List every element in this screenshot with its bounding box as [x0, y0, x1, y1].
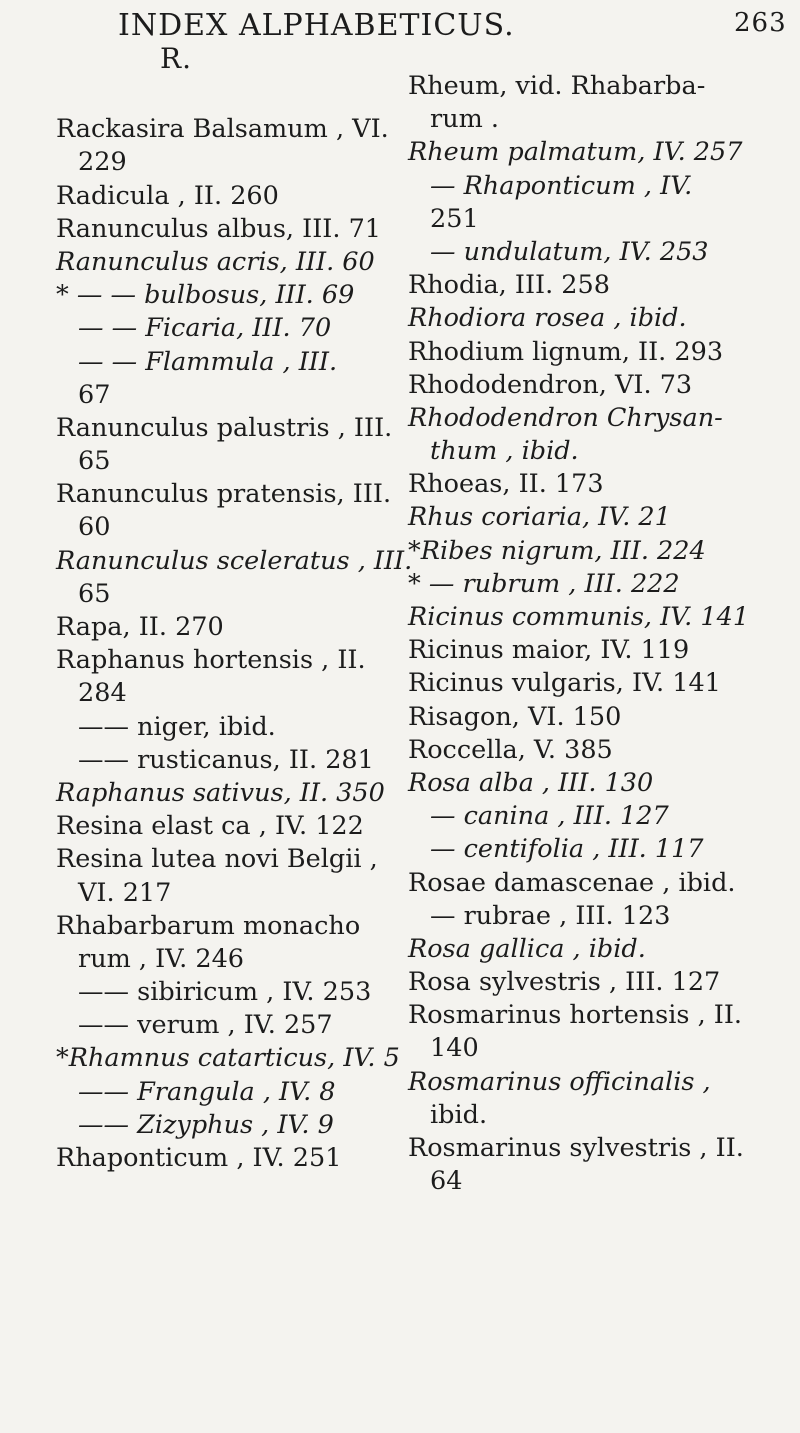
index-entry: Rhodiora rosea , ibid.: [408, 303, 687, 334]
index-entry: — centifolia , III. 117: [430, 834, 704, 865]
index-entry: 67: [78, 379, 111, 410]
index-entry: — undulatum, IV. 253: [430, 236, 709, 267]
index-entry: — canina , III. 127: [430, 801, 669, 832]
index-entry: — Rhaponticum , IV.: [430, 170, 693, 201]
index-entry: —— Zizyphus , IV. 9: [78, 1109, 334, 1140]
index-entry: Rhabarbarum monacho: [56, 910, 361, 941]
index-entry: Rhododendron, VI. 73: [408, 369, 693, 400]
index-entry: rum , IV. 246: [78, 943, 245, 974]
index-entry: 251: [430, 203, 479, 234]
index-entry: 140: [430, 1033, 479, 1064]
index-entry: rum .: [430, 104, 500, 135]
index-entry: Rheum palmatum, IV. 257: [408, 137, 743, 168]
index-entry: Rhododendron Chrysan-: [408, 402, 723, 433]
index-entry: Ranunculus acris, III. 60: [56, 246, 375, 277]
index-entry: Raphanus hortensis , II.: [56, 645, 366, 676]
index-entry: VI. 217: [78, 877, 172, 908]
index-entry: Ranunculus albus, III. 71: [56, 213, 382, 244]
index-entry: Rhus coriaria, IV. 21: [408, 502, 671, 533]
index-entry: * — rubrum , III. 222: [408, 568, 680, 599]
page-number: 263: [734, 8, 787, 38]
index-entry: Rosmarinus officinalis ,: [408, 1066, 711, 1097]
index-entry: 65: [78, 578, 111, 609]
index-entry: *Rhamnus catarticus, IV. 5: [56, 1043, 400, 1074]
index-entry: Ranunculus pratensis, III.: [56, 479, 392, 510]
index-entry: Rosmarinus hortensis , II.: [408, 1000, 743, 1031]
index-entry: Rosa alba , III. 130: [408, 767, 654, 798]
index-entry: Rosae damascenae , ibid.: [408, 867, 736, 898]
index-entry: Ricinus vulgaris, IV. 141: [408, 668, 721, 699]
index-entry: [56, 80, 374, 113]
index-entry: Ranunculus palustris , III.: [56, 412, 393, 443]
index-entry: —— verum , IV. 257: [78, 1010, 333, 1041]
index-entry: 229: [78, 147, 127, 178]
index-entry: Risagon, VI. 150: [408, 701, 622, 732]
index-entry: Rackasira Balsamum , VI.: [56, 114, 389, 145]
index-entry: Rhodia, III. 258: [408, 270, 610, 301]
index-entry: Rhoeas, II. 173: [408, 469, 604, 500]
index-entry: 64: [430, 1166, 463, 1197]
index-entry: 65: [78, 446, 111, 477]
index-entry: thum , ibid.: [430, 436, 579, 467]
index-entry: 284: [78, 678, 127, 709]
index-entry: Rosa gallica , ibid.: [408, 933, 646, 964]
left-column: [56, 80, 413, 1175]
right-column: [408, 70, 798, 1198]
index-entry: Ranunculus sceleratus , III.: [56, 545, 413, 576]
section-letter: R.: [160, 42, 192, 75]
index-entry: —— Frangula , IV. 8: [78, 1076, 336, 1107]
index-entry: Rosa sylvestris , III. 127: [408, 967, 721, 998]
index-entry: Rapa, II. 270: [56, 612, 224, 642]
index-entry: Rhaponticum , IV. 251: [56, 1143, 342, 1173]
index-entry: —— rusticanus, II. 281: [78, 744, 374, 775]
running-title: INDEX ALPHABETICUS.: [118, 8, 515, 43]
index-entry: Radicula , II. 260: [56, 180, 279, 211]
index-entry: Raphanus sativus, II. 350: [56, 777, 385, 808]
index-entry: Rosmarinus sylvestris , II.: [408, 1133, 744, 1163]
index-entry: —— niger, ibid.: [78, 711, 276, 742]
index-entry: Ricinus communis, IV. 141: [408, 602, 750, 632]
index-entry: Rheum, vid. Rhabarba-: [408, 71, 706, 101]
index-entry: Resina elast ca , IV. 122: [56, 811, 364, 842]
index-entry: 60: [78, 512, 111, 543]
index-entry: Rhodium lignum, II. 293: [408, 336, 724, 367]
index-entry: — rubrae , III. 123: [430, 900, 671, 931]
index-entry: Ricinus maior, IV. 119: [408, 635, 690, 666]
index-entry: —— sibiricum , IV. 253: [78, 977, 372, 1008]
index-entry: — — Ficaria, III. 70: [78, 313, 332, 344]
index-entry: Resina lutea novi Belgii ,: [56, 844, 378, 875]
index-entry: Roccella, V. 385: [408, 734, 613, 765]
index-entry: — — Flammula , III.: [78, 346, 338, 377]
index-entry: ibid.: [430, 1099, 488, 1130]
index-entry: * — — bulbosus, III. 69: [56, 280, 355, 311]
index-entry: *Ribes nigrum, III. 224: [408, 535, 706, 566]
